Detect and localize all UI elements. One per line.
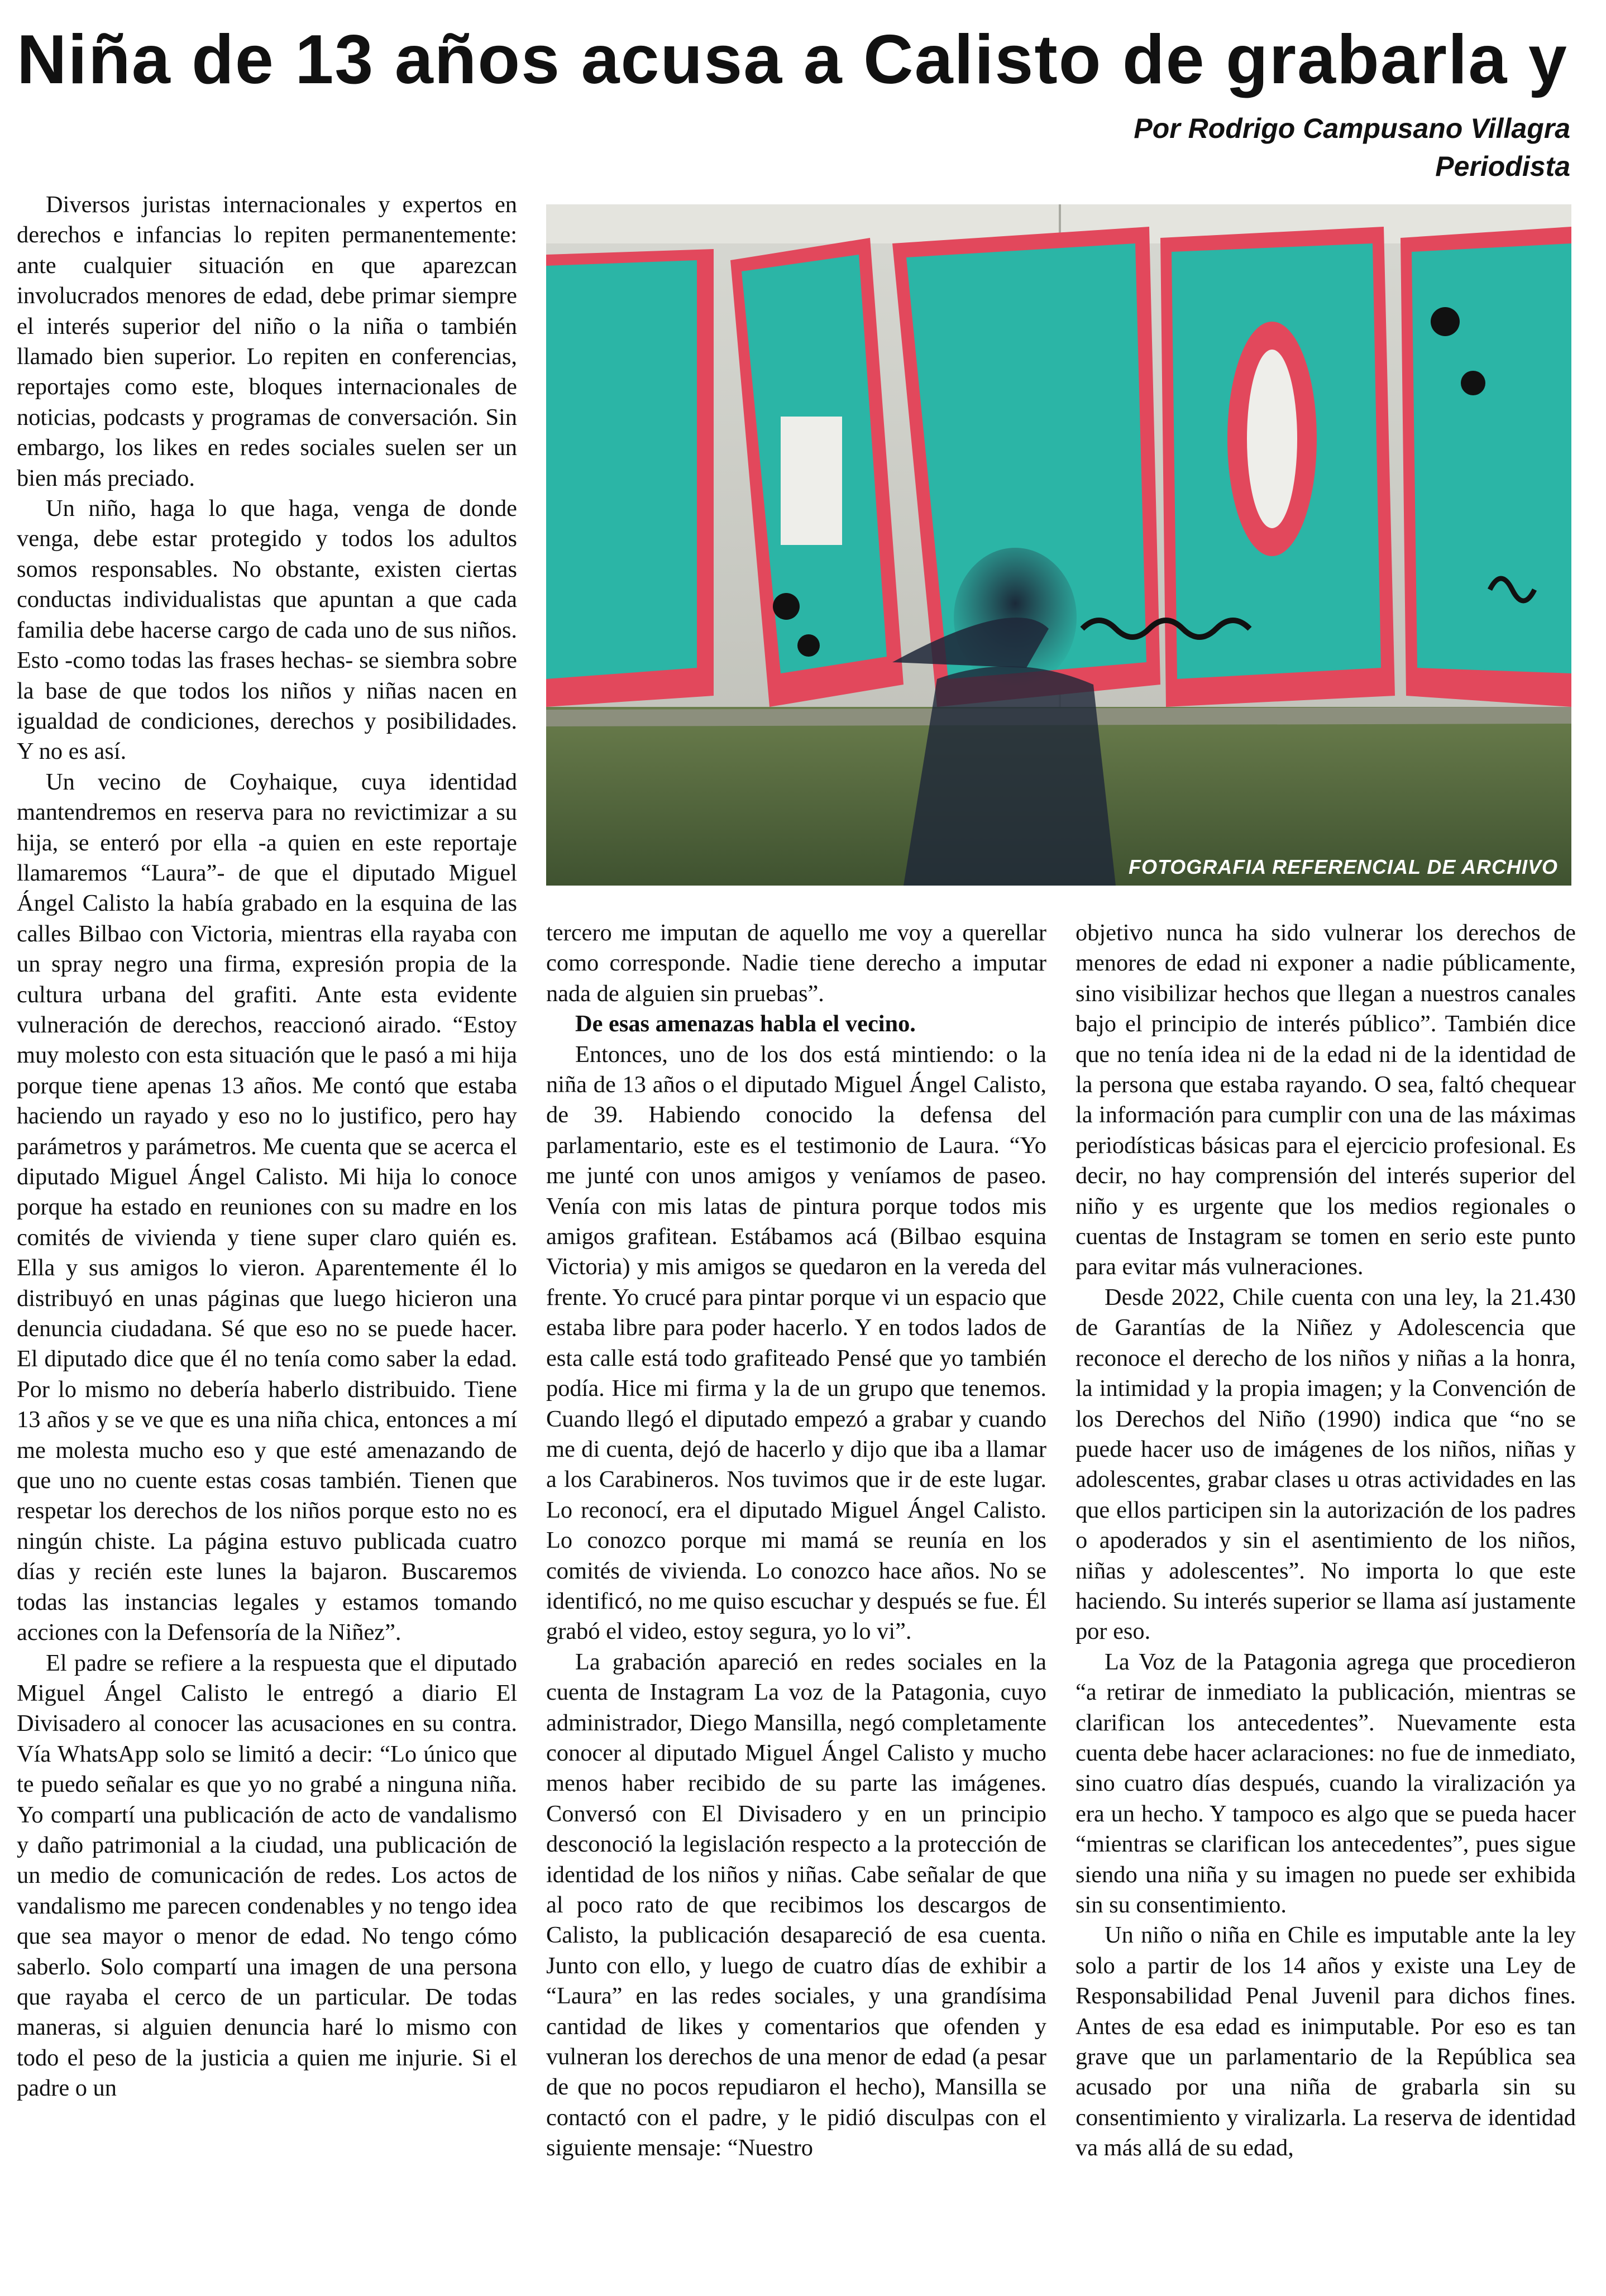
byline [1134,109,1570,185]
photo-caption: FOTOGRAFIA REFERENCIAL DE ARCHIVO [1128,855,1558,878]
paragraph: La grabación apareció en redes sociales en la cuenta de Instagram La voz de la Patagonia, cuyo administrador, Diego Mansilla, negó completamente conocer al diputado Miguel Ángel Calisto y mucho menos haber recibido de su parte las imágenes. Conversó con El Divisadero y en un principio desconoció la legislación respecto a la protección de identidad de los niños y niñas. Cabe señalar de que al poco rato de que recibimos los descargos de Calisto, la publicación desapareció de esa cuenta. Junto con ello, y luego de cuatro días de exhibir a “Laura” en las redes sociales, y una grandísima cantidad de likes y comentarios que ofenden y vulneran los derechos de una menor de edad (a pesar de que no pocos repudiaron el hecho), Mansilla se contactó con el padre, y le pidió disculpas con el siguiente mensaje: “Nuestro [546,1648,1046,2161]
paragraph: Un niño, haga lo que haga, venga de donde venga, debe estar protegido y todos los adultos somos responsables. No obstante, existen ciertas conductas individualistas que apuntan a que cada familia debe hacerse cargo de cada uno de sus niños. Esto -como todas las frases hechas- se siembra sobre la base de que todos los niños y niñas nacen en igualdad de condiciones, derechos y posibilidades. Y no es así. [17,495,517,765]
article-headline: Niña de 13 años acusa a Calisto de grabarla y [17,21,1568,98]
paragraph: Un vecino de Coyhaique, cuya identidad mantendremos en reserva para no revictimizar a su hija, se enteró por ella -a quien en este reportaje llamaremos “Laura”- de que el diputado Miguel Ángel Calisto la había grabado en la esquina de las calles Bilbao con Victoria, mientras ella rayaba con un spray negro una firma, expresión propia de la cultura urbana del grafiti. Ante esta evidente vulneración de derechos, reaccionó airado. “Estoy muy molesto con esta situación que le pasó a mi hija porque tiene apenas 13 años. Me contó que estaba haciendo un rayado y eso no lo justifico, pero hay parámetros y parámetros. Me cuenta que se acerca el diputado Miguel Ángel Calisto. Mi hija lo conoce porque ha estado en reuniones con su madre en los comités de vivienda y tiene super claro quién es. Ella y sus amigos lo vieron. Aparentemente él lo distribuyó en unas páginas que luego hicieron una denuncia ciudadana. Sé que eso no se puede hacer. El diputado dice que él no tenía como saber la edad. Por lo mismo no debería haberlo distribuido. Tiene 13 años y se ve que es una niña chica, entonces a mí me molesta mucho eso y que esté amenazando de que uno no cuente estas cosas también. Tienen que respetar los derechos de los niños porque esto no es ningún chiste. La página estuvo publicada cuatro días y recién este lunes la bajaron. Buscaremos todas las instancias legales y estamos tomando acciones con la Defensoría de la Niñez”. [17,768,517,1646]
article-column-1 [17,190,517,2278]
paragraph: El padre se refiere a la respuesta que el diputado Miguel Ángel Calisto le entregó a diario El Divisadero al conocer las acusaciones en su contra. Vía WhatsApp solo se limitó a decir: “Lo único que te puedo señalar es que yo no grabé a ninguna niña. Yo compartí una publicación de acto de vandalismo y daño patrimonial a la ciudad, una publicación de un medio de comunicación de redes. Los actos de vandalismo me parecen condenables y no tengo idea que sea mayor o menor de edad. No tengo cómo saberlo. Solo compartí una imagen de una persona que rayaba el cerco de un particular. De todas maneras, si alguien denuncia haré lo mismo con todo el peso de la justicia a quien me injurie. Si el padre o un [17,1649,517,2102]
byline-role: Periodista [1435,151,1570,182]
paragraph: objetivo nunca ha sido vulnerar los derechos de menores de edad ni exponer a nadie públicamente, sino visibilizar hechos que llegan a nuestros canales bajo el principio de interés público”. También dice que no tenía idea ni de la edad ni de la identidad de la persona que estaba rayando. O sea, faltó chequear la información para cumplir con una de las máximas periodísticas básicas para el ejercicio profesional. Es decir, no hay comprensión del interés superior del niño y es urgente que los medios regionales o cuentas de Instagram se tomen en serio este punto para evitar más vulneraciones. [1076,920,1576,1280]
paragraph: Desde 2022, Chile cuenta con una ley, la 21.430 de Garantías de la Niñez y Adolescencia que reconoce el derecho de los niños y niñas a la honra, la intimidad y la propia imagen; y la Convención de los Derechos del Niño (1990) indica que “no se puede hacer uso de imágenes de los niños, niñas y adolescentes, grabar clases u otras actividades en las que ellos participen sin la autorización de los padres o apoderados y sin el asentimiento de los niños, niñas y adolescentes”. No importa lo que este haciendo. Su interés superior se llama así justamente por eso. [1076,1284,1576,1645]
graffiti-photo-illustration [546,204,1571,886]
article-column-2 [546,918,1046,2280]
paragraph: Entonces, uno de los dos está mintiendo: o la niña de 13 años o el diputado Miguel Ángel Calisto, de 39. Habiendo conocido la defensa del parlamentario, este es el testimonio de Laura. “Yo me junté con unos amigos y veníamos de paseo. Venía con mis latas de pintura porque todos mis amigos grafitean. Estábamos acá (Bilbao esquina Victoria) y mis amigos se quedaron en la vereda del frente. Yo crucé para pintar porque vi un espacio que estaba libre para poder hacerlo. Y en todos lados de esta calle está todo grafiteado Pensé que yo también podía. Hice mi firma y la de un grupo que tenemos. Cuando llegó el diputado empezó a grabar y cuando me di cuenta, dejó de hacerlo y dijo que iba a llamar a los Carabineros. Nos tuvimos que ir de este lugar. Lo reconocí, era el diputado Miguel Ángel Calisto. Lo conozco porque mi mamá se reunía en los comités de vivienda. Lo conozco hace años. No se identificó, no me quiso escuchar y después se fue. Él grabó el video, estoy segura, yo lo vi”. [546,1041,1046,1645]
byline-author: Por Rodrigo Campusano Villagra [1134,113,1570,144]
paragraph: Un niño o niña en Chile es imputable ante la ley solo a partir de los 14 años y existe una Ley de Responsabilidad Penal Juvenil para dichos fines. Antes de esa edad es inimputable. Por eso es tan grave que un parlamentario de la República sea acusado por una niña de grabarla sin su consentimiento y viralizarla. La reserva de identidad va más allá de su edad, [1076,1922,1576,2161]
article-photo [546,204,1571,886]
article-column-3 [1076,918,1576,2280]
paragraph: La Voz de la Patagonia agrega que procedieron “a retirar de inmediato la publicación, mientras se clarifican los antecedentes”. Nuevamente esta cuenta debe hacer aclaraciones: no fue de inmediato, sino cuatro días después, cuando la viralización ya era un hecho. Y tampoco es algo que se pueda hacer “mientras se clarifican los antecedentes”, pues sigue siendo una niña y su imagen no puede ser exhibida sin su consentimiento. [1076,1648,1576,1918]
paragraph: tercero me imputan de aquello me voy a querellar como corresponde. Nadie tiene derecho a imputar nada de alguien sin pruebas”. [546,920,1046,1007]
subhead: De esas amenazas habla el vecino. [575,1011,916,1037]
paragraph: Diversos juristas internacionales y expertos en derechos e infancias lo repiten permanentemente: ante cualquier situación en que aparezcan involucrados menores de edad, debe primar siempre el interés superior del niño o la niña o también llamado bien superior. Lo repiten en conferencias, reportajes como este, bloques internacionales de noticias, podcasts y programas de conversación. Sin embargo, los likes en redes sociales suelen ser un bien más preciado. [17,192,517,491]
